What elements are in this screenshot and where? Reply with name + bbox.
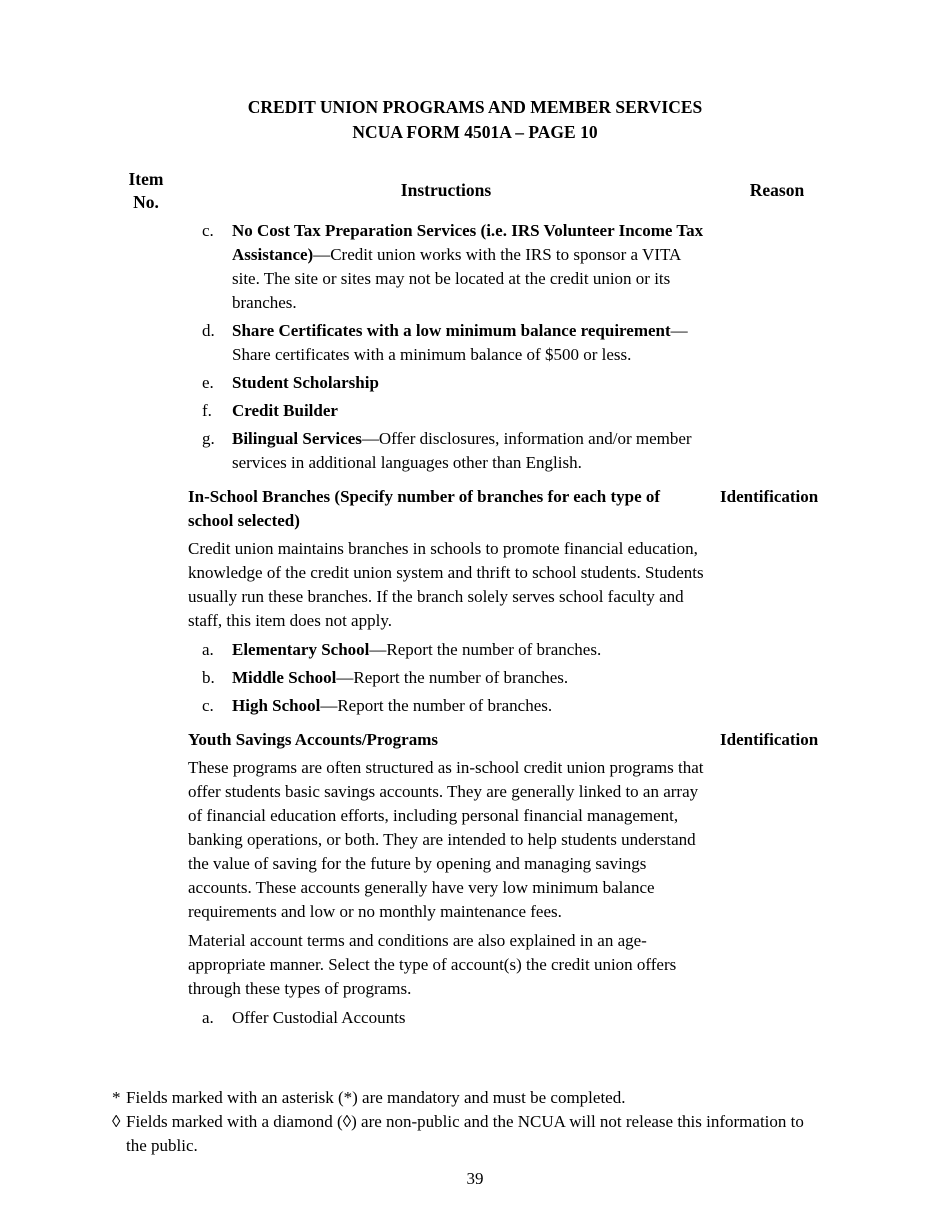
diamond-icon: ◊ bbox=[112, 1112, 121, 1131]
list-marker: f. bbox=[202, 401, 212, 420]
list-item-text: —Share certificates with a minimum balance of $500 or less. bbox=[232, 321, 688, 364]
section-paragraph: Material account terms and conditions are also explained in an age-appropriate manner. Select the type of account(s) the credit union offers through these types of programs. bbox=[188, 931, 677, 998]
list-marker: e. bbox=[202, 373, 214, 392]
list-item bbox=[188, 1006, 708, 1030]
list-item-heading: Middle School bbox=[232, 668, 337, 687]
page-header bbox=[0, 95, 950, 145]
list-item bbox=[188, 319, 708, 367]
list-continued bbox=[188, 219, 708, 475]
list-item-heading: High School bbox=[232, 696, 321, 715]
list-item-text: —Report the number of branches. bbox=[369, 640, 602, 659]
footnote-text: Fields marked with a diamond (◊) are non-public and the NCUA will not release this information to the public. bbox=[126, 1112, 804, 1155]
list-item-text: —Credit union works with the IRS to sponsor a VITA site. The site or sites may not be located at the credit union or its branches. bbox=[232, 245, 681, 312]
column-header-item-line1: Item bbox=[128, 169, 164, 189]
list-item-heading: No Cost Tax Preparation Services (i.e. IRS Volunteer Income Tax Assistance) bbox=[232, 221, 704, 264]
list-item bbox=[188, 427, 708, 475]
section-youth-savings bbox=[188, 728, 819, 1030]
column-header-item-line2: No. bbox=[133, 192, 159, 212]
list-item bbox=[188, 399, 708, 423]
reason-identification: Identification bbox=[720, 730, 819, 749]
section-in-school-branches bbox=[188, 485, 819, 718]
section-title-wrap bbox=[188, 728, 819, 752]
list-marker: a. bbox=[202, 640, 214, 659]
list-item bbox=[188, 371, 708, 395]
list-item bbox=[188, 219, 708, 315]
asterisk-symbol: * bbox=[112, 1088, 121, 1107]
section-title: In-School Branches (Specify number of branches for each type of school selected) bbox=[188, 487, 661, 530]
list-item-heading: Share Certificates with a low minimum balance requirement bbox=[232, 321, 671, 340]
list-marker: b. bbox=[202, 668, 215, 687]
header-subtitle: NCUA FORM 4501A – PAGE 10 bbox=[352, 122, 598, 142]
page-number: 39 bbox=[466, 1169, 484, 1188]
reason-identification: Identification bbox=[720, 487, 819, 506]
list-marker: a. bbox=[202, 1008, 214, 1027]
column-header-instructions: Instructions bbox=[400, 180, 492, 200]
list-marker: g. bbox=[202, 429, 215, 448]
header-title: CREDIT UNION PROGRAMS AND MEMBER SERVICES bbox=[247, 97, 703, 117]
list-item-heading: Elementary School bbox=[232, 640, 370, 659]
section-title-wrap bbox=[188, 485, 819, 533]
section-paragraph: These programs are often structured as in-school credit union programs that offer students basic savings accounts. They are generally linked to an array of financial education efforts, including personal financial management, banking operations, or both. They are intended to help students understand the value of saving for the future by opening and managing savings accounts. These accounts generally have very low minimum balance requirements and low or no monthly maintenance fees. bbox=[188, 758, 704, 921]
section-paragraph: Credit union maintains branches in schools to promote financial education, knowledge of the credit union system and thrift to school students. Students usually run these branches. If the branch solely serves school faculty and staff, this item does not apply. bbox=[188, 539, 704, 630]
list-item-text: Offer Custodial Accounts bbox=[232, 1008, 406, 1027]
list-item-heading: Credit Builder bbox=[232, 401, 338, 420]
column-header-item-no bbox=[118, 168, 174, 214]
instructions-body bbox=[188, 219, 819, 1034]
list-item-text: —Report the number of branches. bbox=[336, 668, 569, 687]
footnote-asterisk bbox=[112, 1086, 812, 1110]
list-item bbox=[188, 638, 708, 662]
list-item bbox=[188, 694, 708, 718]
column-header-reason: Reason bbox=[749, 180, 805, 200]
section-title: Youth Savings Accounts/Programs bbox=[188, 730, 438, 749]
list-item-text: —Report the number of branches. bbox=[320, 696, 553, 715]
list-item bbox=[188, 666, 708, 690]
list-marker: c. bbox=[202, 221, 214, 240]
list-item-heading: Student Scholarship bbox=[232, 373, 379, 392]
list-item-text: —Offer disclosures, information and/or member services in additional languages other than English. bbox=[232, 429, 692, 472]
footnote-diamond bbox=[112, 1110, 812, 1158]
list-marker: d. bbox=[202, 321, 215, 340]
list-marker: c. bbox=[202, 696, 214, 715]
footnote-text: Fields marked with an asterisk (*) are mandatory and must be completed. bbox=[126, 1088, 626, 1107]
list-item-heading: Bilingual Services bbox=[232, 429, 362, 448]
footnotes bbox=[112, 1086, 812, 1158]
